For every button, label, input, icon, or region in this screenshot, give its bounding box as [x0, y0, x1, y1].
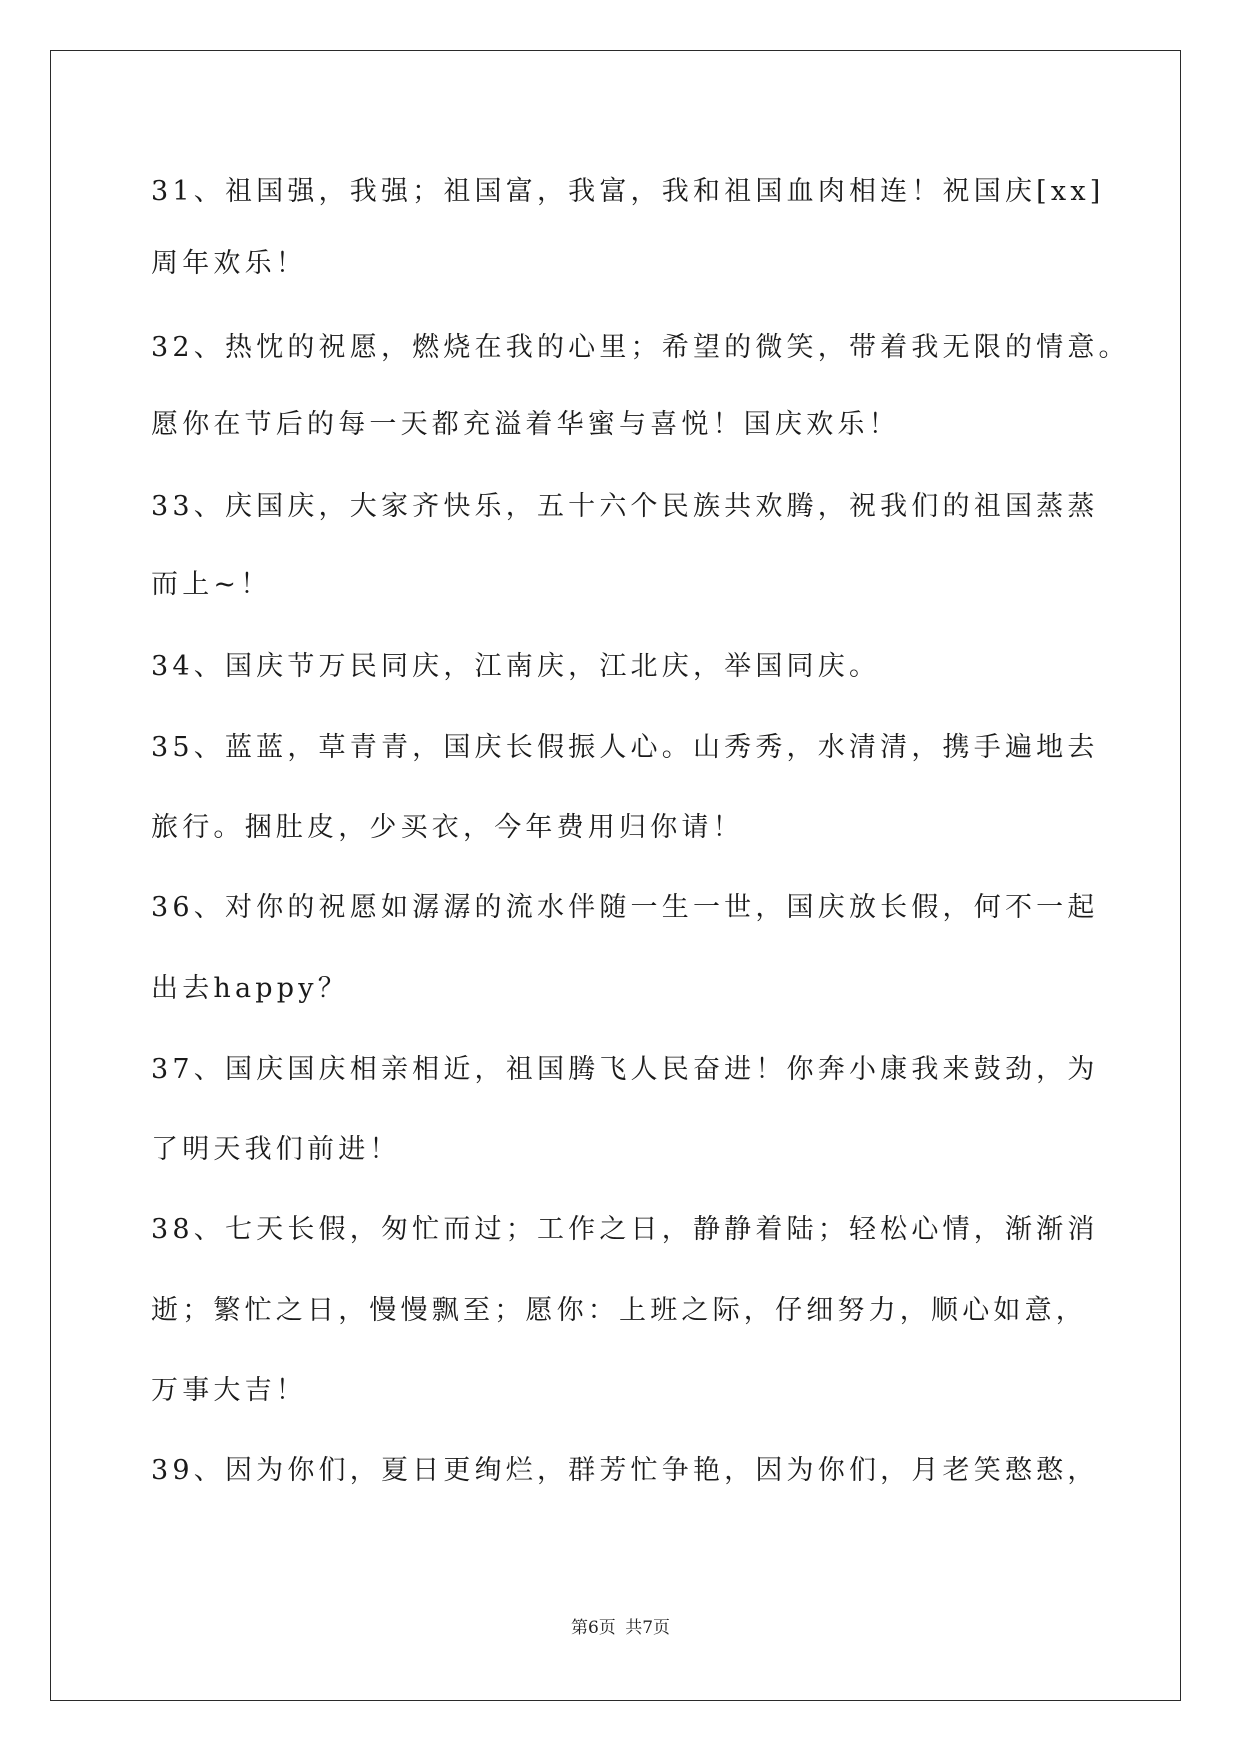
text-line: 出去happy？	[151, 973, 349, 1004]
text-line: 34、国庆节万民同庆，江南庆，江北庆，举国同庆。	[151, 651, 881, 682]
page-footer	[0, 1616, 1241, 1640]
text-line: 33、庆国庆，大家齐快乐，五十六个民族共欢腾，祝我们的祖国蒸蒸	[151, 491, 1099, 522]
text-line: 而上~！	[151, 569, 272, 600]
text-line: 31、祖国强，我强；祖国富，我富，我和祖国血肉相连！祝国庆[xx]	[151, 176, 1105, 207]
text-line: 周年欢乐！	[151, 248, 307, 279]
text-line: 35、蓝蓝，草青青，国庆长假振人心。山秀秀，水清清，携手遍地去	[151, 732, 1099, 763]
text-line: 37、国庆国庆相亲相近，祖国腾飞人民奋进！你奔小康我来鼓劲，为	[151, 1054, 1099, 1085]
text-line: 万事大吉！	[151, 1375, 307, 1406]
text-line: 旅行。捆肚皮，少买衣，今年费用归你请！	[151, 812, 744, 843]
current-page-number: 第6页	[570, 1618, 616, 1638]
text-line: 36、对你的祝愿如潺潺的流水伴随一生一世，国庆放长假，何不一起	[151, 892, 1099, 923]
text-line: 了明天我们前进！	[151, 1134, 401, 1165]
text-line: 39、因为你们，夏日更绚烂，群芳忙争艳，因为你们，月老笑憨憨，	[151, 1455, 1099, 1486]
text-line: 愿你在节后的每一天都充溢着华蜜与喜悦！国庆欢乐！	[151, 409, 900, 440]
text-line: 逝；繁忙之日，慢慢飘至；愿你：上班之际，仔细努力，顺心如意，	[151, 1295, 1087, 1326]
text-line: 32、热忱的祝愿，燃烧在我的心里；希望的微笑，带着我无限的情意。	[151, 332, 1130, 363]
total-page-count: 共7页	[625, 1618, 671, 1638]
text-line: 38、七天长假，匆忙而过；工作之日，静静着陆；轻松心情，渐渐消	[151, 1214, 1099, 1245]
